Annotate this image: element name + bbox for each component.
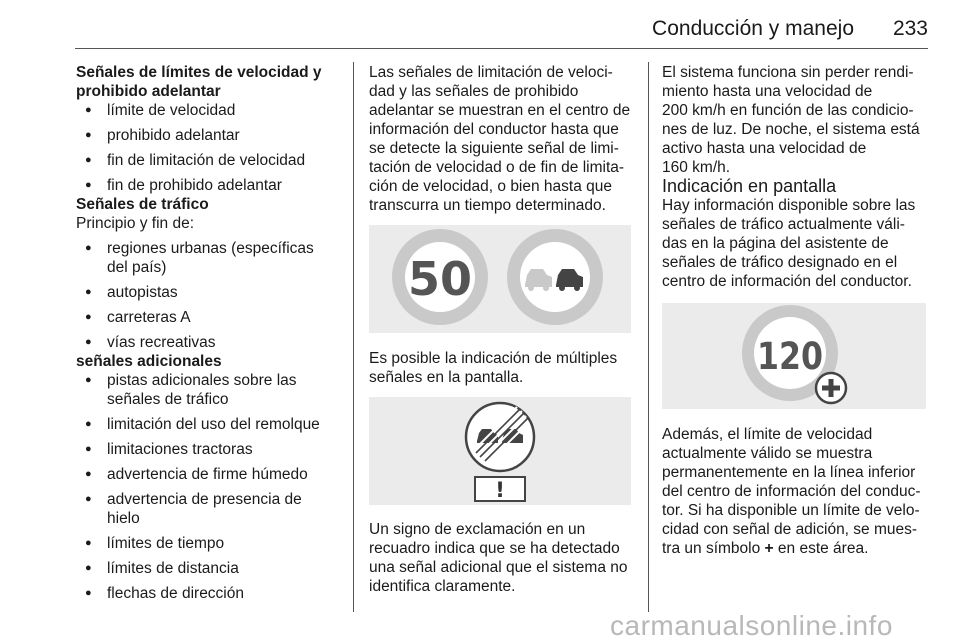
header-title: Conducción y manejo — [652, 17, 854, 40]
list-item: ● límites de distancia — [76, 559, 348, 578]
header-rule — [75, 48, 928, 49]
list-item: ● límite de velocidad — [76, 101, 348, 120]
section-title-speed-limits: Señales de límites de velocidad y prohibido adelantar — [76, 64, 322, 100]
watermark: carmanualsonline.info — [610, 610, 893, 641]
list-item: ● fin de prohibido adelantar — [76, 176, 348, 195]
paragraph-exclamation: Un signo de exclamación en un recuadro indica que se ha detectado una señal adicional que el sistema no identifica claramente. — [369, 521, 628, 595]
column-left — [76, 63, 348, 609]
no-overtaking-sign-icon — [507, 229, 603, 325]
list-item: ● límites de tiempo — [76, 534, 348, 553]
figure-speed-120-plus — [662, 303, 926, 409]
traffic-signs-intro: Principio y fin de: — [76, 215, 195, 232]
list-item: ● advertencia de presencia de hielo — [76, 490, 348, 528]
speed-sign-list — [76, 101, 348, 195]
list-item: ● limitaciones tractoras — [76, 440, 348, 459]
traffic-sign-list — [76, 239, 348, 352]
paragraph-multiple-signs: Es posible la indicación de múltiples señales en la pantalla. — [369, 350, 618, 386]
plus-symbol-text: + — [764, 540, 774, 557]
paragraph-sign-display: Las señales de limitación de veloci- dad y las señales de prohibido adelantar se muestran en el centro de información del conductor hasta que se detecte la siguiente señal de limi- tación de velocidad o de fin de limita- ción de velocidad, o bien hasta que transcurra un tiempo determinado. — [369, 64, 631, 214]
list-item: ● carreteras A — [76, 308, 348, 327]
end-sign-illustration — [369, 397, 631, 505]
signs-illustration — [369, 225, 631, 333]
column-divider-1 — [353, 62, 354, 612]
heading-display-indication: Indicación en pantalla — [662, 176, 837, 196]
list-item: ● vías recreativas — [76, 333, 348, 352]
speed-limit-sign-icon — [392, 229, 488, 325]
paragraph-speed-addition: Además, el límite de velocidad actualmente válido se muestra permanentemente en la línea inferior del centro de información del conduc- tor. Si ha disponible un límite de velo- cidad con señal de adición, se mues- tra un símbolo + en este área. — [662, 426, 921, 557]
section-title-additional-signs: señales adicionales — [76, 353, 222, 370]
column-middle — [369, 63, 635, 596]
plus-icon — [816, 373, 846, 403]
list-item: ● autopistas — [76, 283, 348, 302]
paragraph-display-info: Hay información disponible sobre las señales de tráfico actualmente váli- das en la página del asistente de señales de tráfico designado en el centro de información del conductor. — [662, 197, 916, 290]
speed-limit-value: 50 — [407, 252, 473, 306]
page-number: 233 — [892, 17, 928, 40]
speed-120-illustration — [662, 303, 926, 409]
end-of-no-overtaking-sign-icon — [466, 403, 534, 471]
list-item: ● regiones urbanas (específicas del país) — [76, 239, 348, 277]
list-item: ● advertencia de firme húmedo — [76, 465, 348, 484]
list-item: ● limitación del uso del remolque — [76, 415, 348, 434]
speed-limit-value: 120 — [757, 335, 823, 378]
list-item: ● flechas de dirección — [76, 584, 348, 603]
column-divider-2 — [648, 62, 649, 612]
exclamation-mark: ! — [495, 478, 505, 502]
list-item: ● prohibido adelantar — [76, 126, 348, 145]
exclamation-box-icon — [475, 477, 525, 502]
list-item: ● pistas adicionales sobre las señales de tráfico — [76, 371, 348, 409]
paragraph-system-speed: El sistema funciona sin perder rendi- miento hasta una velocidad de 200 km/h en función de las condicio- nes de luz. De noche, el sistema está activo hasta una velocidad de 160 km/h. — [662, 64, 920, 176]
figure-end-of-overtaking-with-exclamation — [369, 397, 631, 505]
column-right — [662, 63, 930, 558]
list-item: ● fin de limitación de velocidad — [76, 151, 348, 170]
section-title-traffic-signs: Señales de tráfico — [76, 196, 209, 213]
figure-speed-and-overtaking-signs — [369, 225, 631, 333]
additional-sign-list — [76, 371, 348, 603]
